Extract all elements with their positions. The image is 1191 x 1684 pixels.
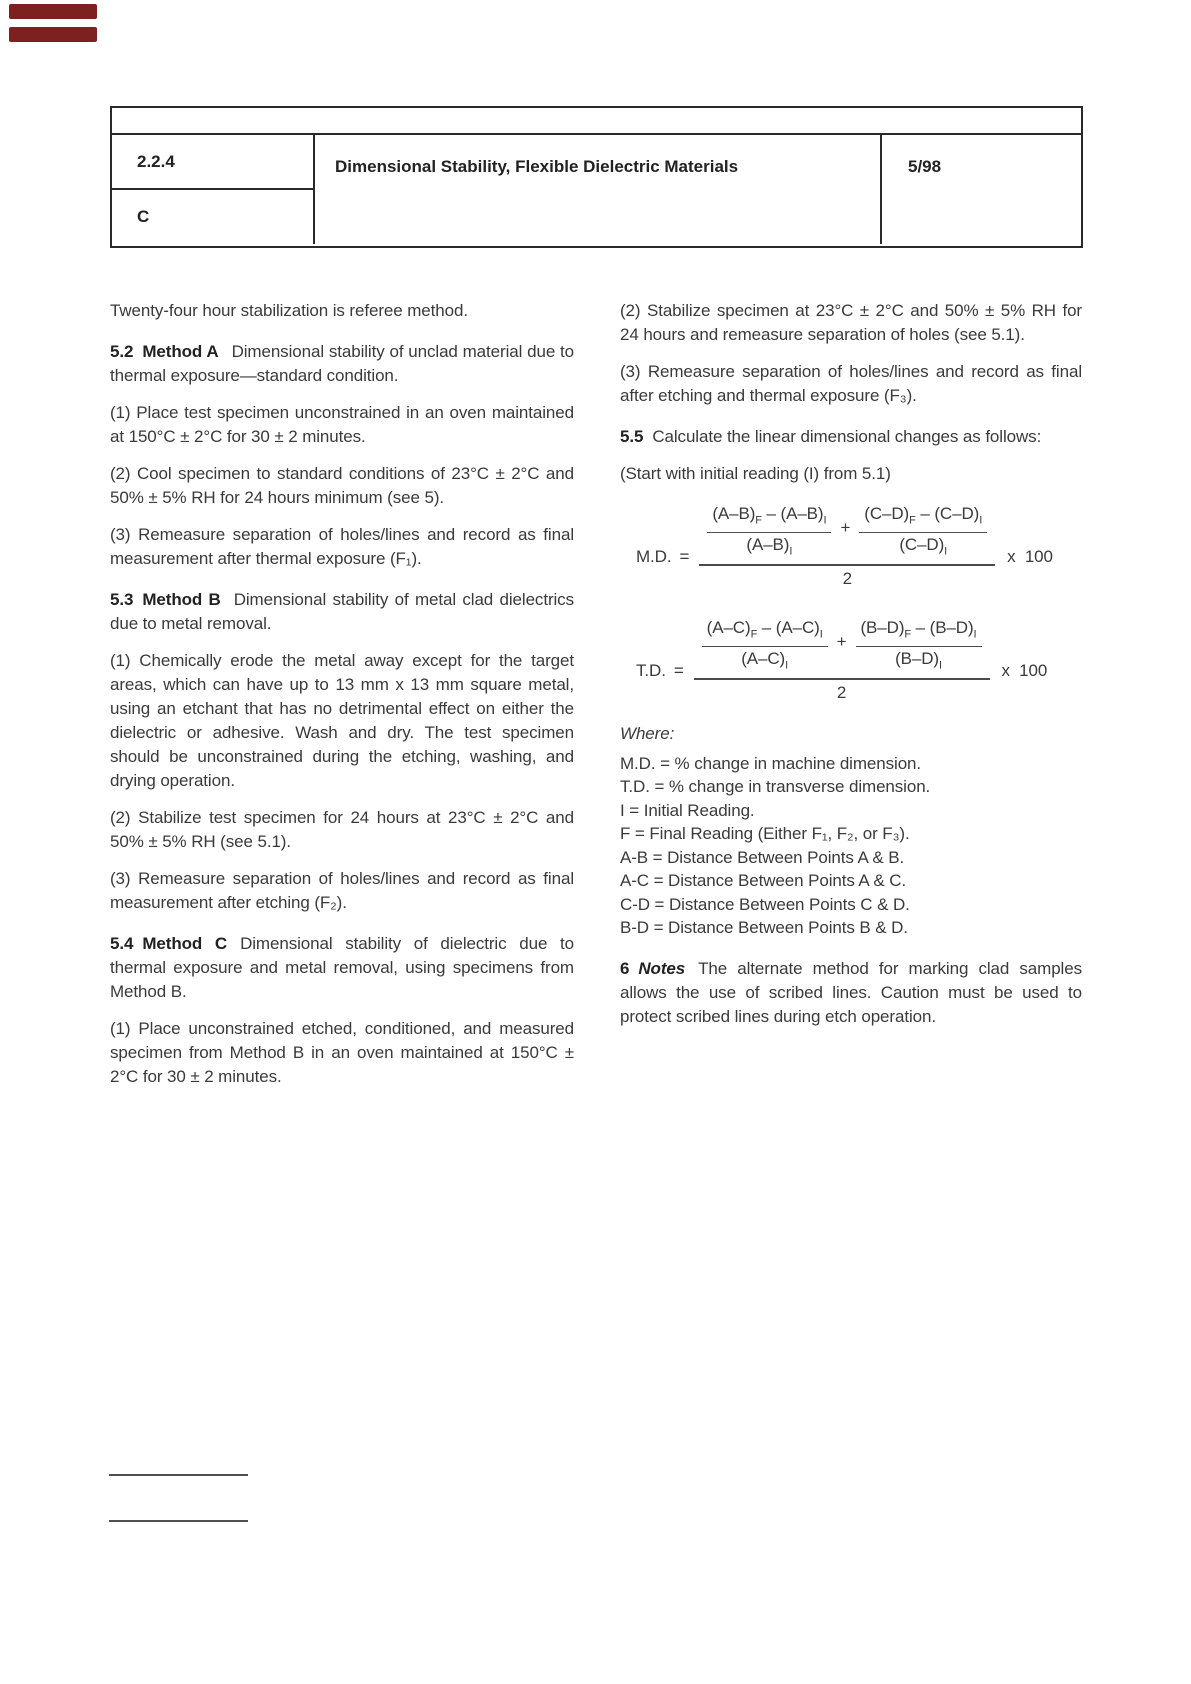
formula-label: M.D.: [636, 546, 672, 566]
definition-td: T.D. = % change in transverse dimension.: [620, 777, 931, 797]
times-100: x 100: [1007, 546, 1053, 566]
section-text: The alternate method for marking clad samples allows the use of scribed lines. Caution must be used to protect scribed lines during etch operation.: [620, 958, 1082, 1026]
section-name: Method C: [142, 934, 228, 953]
paragraph-5-2-step-3: (3) Remeasure separation of holes/lines and record as final measurement after thermal exposure (F₁).: [110, 525, 574, 568]
section-number: 5.5: [620, 427, 644, 446]
section-text: Dimensional stability of metal clad dielectrics due to metal removal.: [110, 590, 574, 633]
definition-f: F = Final Reading (Either F₁, F₂, or F₃).: [620, 824, 910, 844]
paragraph-start-reading: (Start with initial reading (I) from 5.1): [620, 464, 891, 483]
paragraph-5-4-step-1: (1) Place unconstrained etched, conditioned, and measured specimen from Method B in an oven maintained at 150°C ± 2°C for 30 ± 2 minutes.: [110, 1019, 574, 1086]
paragraph-5-3-step-1: (1) Chemically erode the metal away except for the target areas, which can have up to 13 mm x 13 mm square metal, using an etchant that has no detrimental effect on either the dielectric or adhesive. Wash and dry. The test specimen should be unconstrained during the etching, washing, and drying operation.: [110, 651, 574, 790]
formula-transverse-dimension: [636, 616, 1082, 706]
left-column: [110, 299, 574, 1102]
header-empty-row: [112, 108, 1081, 135]
main-fraction: [699, 502, 995, 592]
revision-letter: C: [137, 207, 150, 226]
section-text: Dimensional stability of unclad material due to thermal exposure—standard condition.: [110, 342, 574, 385]
plus-sign: +: [840, 518, 851, 537]
definition-i: I = Initial Reading.: [620, 800, 755, 820]
section-text: Dimensional stability of dielectric due to thermal exposure and metal removal, using specimens from Method B.: [110, 934, 574, 1001]
sub-fraction-bd: $\frac{(B-D)_F - (B-D)_I}{(B-D)_I}$: [856, 616, 982, 678]
section-5-3-heading: [110, 588, 574, 636]
section-number: 5.4: [110, 934, 134, 953]
header-main-row: [112, 135, 1081, 244]
red-mark-top: [9, 4, 97, 19]
revision-date: 5/98: [908, 157, 942, 176]
header-left-cells: [112, 135, 315, 244]
sub-fraction-ac: $\frac{(A-C)_F - (A-C)_I}{(A-C)_I}$: [702, 616, 828, 678]
section-5-5-heading: [620, 425, 1082, 449]
paragraph-5-2-step-1: (1) Place test specimen unconstrained in an oven maintained at 150°C ± 2°C for 30 ± 2 minutes.: [110, 403, 574, 446]
method-number: 2.2.4: [112, 135, 313, 190]
right-column: [620, 299, 1082, 1042]
document-title: Dimensional Stability, Flexible Dielectric Materials: [315, 135, 882, 244]
formula-label: T.D.: [636, 660, 666, 680]
footnote-line-1: [109, 1474, 248, 1476]
sub-fraction-cd: $\frac{(C-D)_F - (C-D)_I}{(C-D)_I}$: [859, 502, 987, 564]
section-number: 5.2: [110, 342, 134, 361]
paragraph-5-2-step-2: (2) Cool specimen to standard conditions of 23°C ± 2°C and 50% ± 5% RH for 24 hours minimum (see 5).: [110, 464, 574, 507]
equals-sign: =: [673, 660, 684, 680]
section-6-notes: [620, 957, 1082, 1029]
definition-ab: A-B = Distance Between Points A & B.: [620, 847, 905, 867]
section-5-2-heading: [110, 340, 574, 388]
paragraph-5-3-step-2: (2) Stabilize test specimen for 24 hours at 23°C ± 2°C and 50% ± 5% RH (see 5.1).: [110, 808, 574, 851]
denominator-two: 2: [699, 564, 995, 592]
equals-sign: =: [679, 546, 690, 566]
section-name: Method B: [142, 590, 221, 609]
paragraph-referee-method: Twenty-four hour stabilization is referee method.: [110, 301, 468, 320]
definition-md: M.D. = % change in machine dimension.: [620, 753, 922, 773]
main-fraction: [694, 616, 990, 706]
footnote-line-2: [109, 1520, 248, 1522]
sub-fraction-ab: $\frac{(A-B)_F - (A-B)_I}{(A-B)_I}$: [707, 502, 831, 564]
red-mark-bottom: [9, 27, 97, 42]
paragraph-5-3-step-3: (3) Remeasure separation of holes/lines and record as final measurement after etching (F₂).: [110, 869, 574, 912]
header-table: [110, 106, 1083, 248]
paragraph-5-4-step-3: (3) Remeasure separation of holes/lines and record as final after etching and thermal exposure (F₃).: [620, 362, 1082, 405]
paragraph-5-4-step-2: (2) Stabilize specimen at 23°C ± 2°C and 50% ± 5% RH for 24 hours and remeasure separation of holes (see 5.1).: [620, 301, 1082, 344]
denominator-two: 2: [694, 678, 990, 706]
times-100: x 100: [1001, 660, 1048, 680]
plus-sign: +: [836, 631, 847, 651]
section-5-4-heading: [110, 932, 574, 1004]
definition-cd: C-D = Distance Between Points C & D.: [620, 894, 910, 914]
where-label: Where:: [620, 723, 675, 743]
definition-bd: B-D = Distance Between Points B & D.: [620, 918, 908, 938]
section-number: 5.3: [110, 590, 134, 609]
section-text: Calculate the linear dimensional changes as follows:: [652, 427, 1042, 446]
definition-ac: A-C = Distance Between Points A & C.: [620, 871, 907, 891]
section-name: Notes: [638, 958, 686, 978]
section-name: Method A: [142, 342, 219, 361]
formula-machine-dimension: [636, 502, 1082, 592]
section-number: 6: [620, 958, 630, 978]
